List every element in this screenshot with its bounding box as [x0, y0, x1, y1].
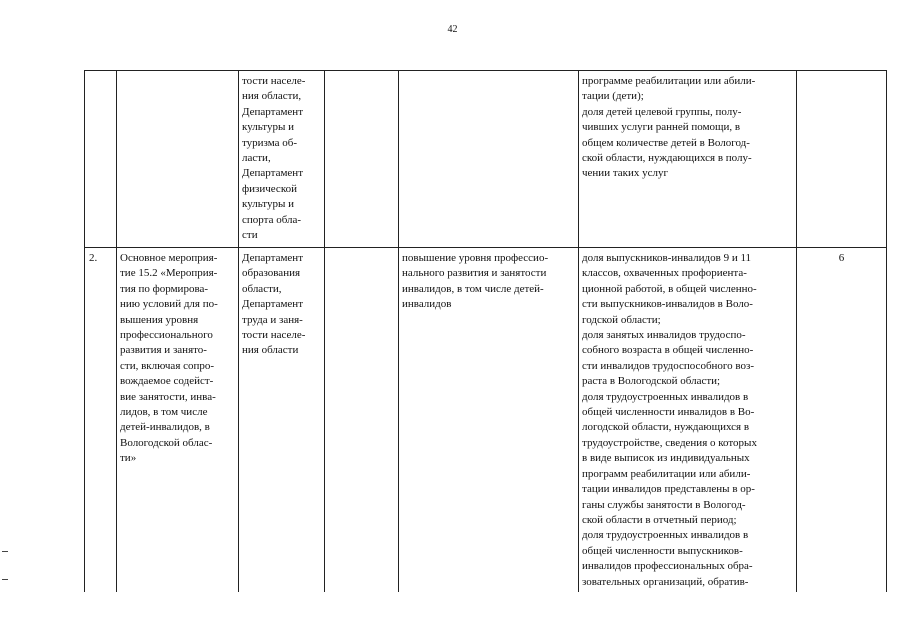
- table-row: [85, 248, 887, 592]
- activity-cell: Основное мероприя- тие 15.2 «Мероприя- тия по формирова- нию условий для по- вышения уровня профессионального развития и занято- сти, включая сопро- вождаемое содейст- вие занятости, инва- лидов, в том числе детей-инвалидов, в Вологодской облас- ти»: [117, 248, 239, 592]
- empty-cell: [325, 248, 399, 592]
- program-activities-table: [84, 70, 887, 592]
- row-number-cell: [85, 71, 117, 248]
- score-cell: [797, 71, 887, 248]
- indicators-cell: доля выпускников-инвалидов 9 и 11 классов, охваченных профориента- ционной работой, в общей численно- сти выпускников-инвалидов в Воло- годской области; доля занятых инвалидов трудоспо- собного возраста в общей численно- сти инвалидов трудоспособного воз- раста в Вологодской области; доля трудоустроенных инвалидов в общей численности инвалидов в Во- логодской области, нуждающихся в трудоустройстве, сведения о которых в виде выписок из индивидуальных программ реабилитации или абили- тации инвалидов представлены в ор- ганы службы занятости в Вологод- ской области в отчетный период; доля трудоустроенных инвалидов в общей численности выпускников- инвалидов профессиональных обра- зовательных организаций, обратив-: [579, 248, 797, 592]
- indicators-cell: программе реабилитации или абили- тации (дети); доля детей целевой группы, полу- чивших услуги ранней помощи, в общем количестве детей в Вологод- ской области, нуждающихся в полу- чении таких услуг: [579, 71, 797, 248]
- expected-result-cell: повышение уровня профессио- нального развития и занятости инвалидов, в том числе детей- инвалидов: [399, 248, 579, 592]
- edge-mark: [2, 579, 8, 580]
- expected-result-cell: [399, 71, 579, 248]
- activity-cell: [117, 71, 239, 248]
- edge-mark: [2, 551, 8, 552]
- page-number: 42: [447, 24, 458, 35]
- score-cell: 6: [797, 248, 887, 592]
- executors-cell: Департамент образования области, Департамент труда и заня- тости населе- ния области: [239, 248, 325, 592]
- row-number-cell: 2.: [85, 248, 117, 592]
- empty-cell: [325, 71, 399, 248]
- table-row: [85, 71, 887, 248]
- executors-cell: тости населе- ния области, Департамент культуры и туризма об- ласти, Департамент физической культуры и спорта обла- сти: [239, 71, 325, 248]
